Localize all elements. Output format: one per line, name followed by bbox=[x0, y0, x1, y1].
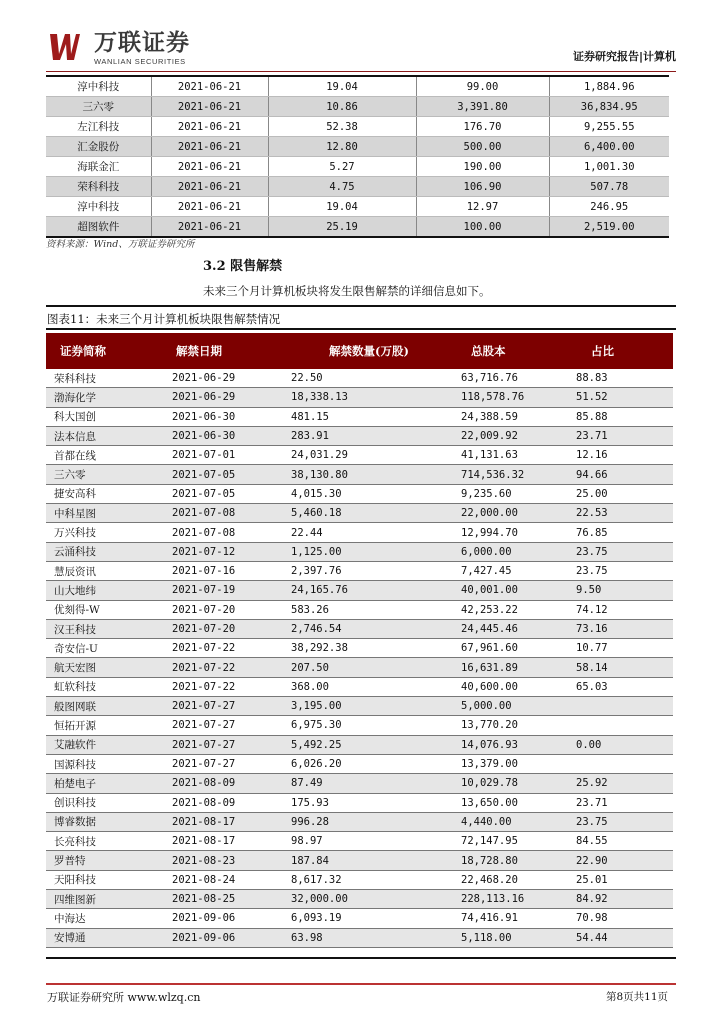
table-cell: 渤海化学 bbox=[46, 388, 156, 407]
table-cell: 5,000.00 bbox=[461, 697, 576, 716]
table-cell: 996.28 bbox=[291, 812, 461, 831]
table-cell: 481.15 bbox=[291, 407, 461, 426]
table-row bbox=[46, 523, 673, 542]
table-row bbox=[46, 909, 673, 928]
table-cell: 12.80 bbox=[268, 137, 416, 157]
table-cell: 2021-07-05 bbox=[156, 465, 291, 484]
table-cell: 2021-07-12 bbox=[156, 542, 291, 561]
table-cell: 25.00 bbox=[576, 484, 673, 503]
table-cell: 714,536.32 bbox=[461, 465, 576, 484]
table-cell: 2021-07-20 bbox=[156, 600, 291, 619]
table-cell: 74,416.91 bbox=[461, 909, 576, 928]
table-cell: 12.97 bbox=[416, 197, 549, 217]
table-cell: 3,391.80 bbox=[416, 97, 549, 117]
table-cell: 12,994.70 bbox=[461, 523, 576, 542]
table-cell: 228,113.16 bbox=[461, 890, 576, 909]
table-cell: 科大国创 bbox=[46, 407, 156, 426]
footer-org-url: 万联证券研究所 www.wlzq.cn bbox=[47, 991, 201, 1004]
table-cell: 博睿数据 bbox=[46, 812, 156, 831]
table-cell: 荣科科技 bbox=[46, 177, 151, 197]
table-cell: 6,400.00 bbox=[549, 137, 669, 157]
table-row bbox=[46, 76, 669, 97]
table-row bbox=[46, 407, 673, 426]
table-cell: 中科星图 bbox=[46, 504, 156, 523]
table-row bbox=[46, 484, 673, 503]
table-cell: 7,427.45 bbox=[461, 561, 576, 580]
table-cell: 2021-06-21 bbox=[151, 197, 268, 217]
table-row bbox=[46, 581, 673, 600]
report-type-label: 证券研究报告|计算机 bbox=[572, 50, 676, 63]
table-cell: 首都在线 bbox=[46, 446, 156, 465]
table-cell: 奇安信-U bbox=[46, 639, 156, 658]
table-cell: 2021-08-23 bbox=[156, 851, 291, 870]
table-cell: 0.00 bbox=[576, 735, 673, 754]
table-cell: 4.75 bbox=[268, 177, 416, 197]
table-row bbox=[46, 735, 673, 754]
table-cell: 187.84 bbox=[291, 851, 461, 870]
table-cell: 4,440.00 bbox=[461, 812, 576, 831]
table-row bbox=[46, 97, 669, 117]
table-cell: 2021-06-30 bbox=[156, 426, 291, 445]
table-cell: 14,076.93 bbox=[461, 735, 576, 754]
table-cell: 2021-08-09 bbox=[156, 793, 291, 812]
table-cell: 优刻得-W bbox=[46, 600, 156, 619]
table-cell: 汇金股份 bbox=[46, 137, 151, 157]
table-cell: 左江科技 bbox=[46, 117, 151, 137]
wanlian-logo-icon bbox=[50, 32, 80, 62]
table-row bbox=[46, 465, 673, 484]
table-cell bbox=[576, 716, 673, 735]
table-cell: 6,000.00 bbox=[461, 542, 576, 561]
table-row bbox=[46, 832, 673, 851]
table-cell: 507.78 bbox=[549, 177, 669, 197]
table-row bbox=[46, 117, 669, 137]
column-header: 证券简称 bbox=[46, 333, 156, 369]
table-cell: 13,770.20 bbox=[461, 716, 576, 735]
table-cell: 超图软件 bbox=[46, 217, 151, 238]
table-cell: 1,125.00 bbox=[291, 542, 461, 561]
table-cell: 58.14 bbox=[576, 658, 673, 677]
table-cell: 2021-06-21 bbox=[151, 137, 268, 157]
table-cell: 22.53 bbox=[576, 504, 673, 523]
table-cell: 四维图新 bbox=[46, 890, 156, 909]
page-header bbox=[46, 30, 676, 70]
table-cell: 山大地纬 bbox=[46, 581, 156, 600]
table-row bbox=[46, 426, 673, 445]
table-cell: 42,253.22 bbox=[461, 600, 576, 619]
table-row bbox=[46, 542, 673, 561]
table-cell: 175.93 bbox=[291, 793, 461, 812]
table-row bbox=[46, 890, 673, 909]
section-title: 3.2 限售解禁 bbox=[203, 259, 283, 274]
table-cell: 云涌科技 bbox=[46, 542, 156, 561]
table-cell: 三六零 bbox=[46, 465, 156, 484]
footer-divider bbox=[46, 983, 676, 985]
table-row bbox=[46, 600, 673, 619]
table-cell: 40,001.00 bbox=[461, 581, 576, 600]
table-cell: 246.95 bbox=[549, 197, 669, 217]
table-cell: 2021-07-22 bbox=[156, 658, 291, 677]
unlock-table bbox=[46, 333, 673, 948]
table-cell: 12.16 bbox=[576, 446, 673, 465]
table-cell: 2021-06-21 bbox=[151, 97, 268, 117]
column-header: 占比 bbox=[576, 333, 673, 369]
stock-table-continued bbox=[46, 75, 669, 238]
table-cell: 118,578.76 bbox=[461, 388, 576, 407]
table-cell: 2021-07-27 bbox=[156, 716, 291, 735]
table-cell: 5.27 bbox=[268, 157, 416, 177]
table-cell: 2021-06-21 bbox=[151, 76, 268, 97]
section-paragraph: 未来三个月计算机板块将发生限售解禁的详细信息如下。 bbox=[203, 284, 491, 298]
figure-top-rule bbox=[46, 305, 676, 307]
table-cell: 23.75 bbox=[576, 561, 673, 580]
table-cell: 88.83 bbox=[576, 369, 673, 388]
table-cell: 般图网联 bbox=[46, 697, 156, 716]
table-row bbox=[46, 388, 673, 407]
table-cell: 1,001.30 bbox=[549, 157, 669, 177]
table-cell: 汉王科技 bbox=[46, 619, 156, 638]
table-cell: 航天宏图 bbox=[46, 658, 156, 677]
table-cell: 2,519.00 bbox=[549, 217, 669, 238]
table-cell: 恒拓开源 bbox=[46, 716, 156, 735]
table-cell: 100.00 bbox=[416, 217, 549, 238]
table-cell: 4,015.30 bbox=[291, 484, 461, 503]
table-cell: 99.00 bbox=[416, 76, 549, 97]
table-cell: 84.92 bbox=[576, 890, 673, 909]
table-cell: 22.50 bbox=[291, 369, 461, 388]
table-cell: 创识科技 bbox=[46, 793, 156, 812]
table-cell: 63,716.76 bbox=[461, 369, 576, 388]
table-cell: 2021-06-21 bbox=[151, 177, 268, 197]
table-cell: 淳中科技 bbox=[46, 197, 151, 217]
table-cell: 52.38 bbox=[268, 117, 416, 137]
logo-chinese-name: 万联证券 bbox=[94, 30, 190, 56]
table-cell: 国源科技 bbox=[46, 754, 156, 773]
table-cell: 2021-07-27 bbox=[156, 735, 291, 754]
table-row bbox=[46, 177, 669, 197]
table-row bbox=[46, 716, 673, 735]
table-cell: 38,130.80 bbox=[291, 465, 461, 484]
table-cell: 24,445.46 bbox=[461, 619, 576, 638]
table-cell: 19.04 bbox=[268, 197, 416, 217]
table-cell: 艾融软件 bbox=[46, 735, 156, 754]
page-number: 第8页共11页 bbox=[605, 991, 668, 1003]
table-cell: 73.16 bbox=[576, 619, 673, 638]
table-cell: 5,492.25 bbox=[291, 735, 461, 754]
table-row bbox=[46, 754, 673, 773]
table-cell: 40,600.00 bbox=[461, 677, 576, 696]
table-cell: 18,728.80 bbox=[461, 851, 576, 870]
table-cell: 2021-06-30 bbox=[156, 407, 291, 426]
table-row bbox=[46, 928, 673, 947]
table-cell: 中海达 bbox=[46, 909, 156, 928]
table-cell: 13,379.00 bbox=[461, 754, 576, 773]
table-cell: 85.88 bbox=[576, 407, 673, 426]
table-cell: 23.75 bbox=[576, 812, 673, 831]
table-cell: 6,975.30 bbox=[291, 716, 461, 735]
table-cell: 72,147.95 bbox=[461, 832, 576, 851]
table-cell: 2021-06-21 bbox=[151, 157, 268, 177]
table-row bbox=[46, 870, 673, 889]
table-cell: 2021-07-22 bbox=[156, 677, 291, 696]
table-cell bbox=[576, 697, 673, 716]
table-cell: 法本信息 bbox=[46, 426, 156, 445]
table-cell: 9,235.60 bbox=[461, 484, 576, 503]
table-cell: 23.75 bbox=[576, 542, 673, 561]
table-cell: 10.77 bbox=[576, 639, 673, 658]
table-row bbox=[46, 619, 673, 638]
table-cell: 207.50 bbox=[291, 658, 461, 677]
table-cell: 283.91 bbox=[291, 426, 461, 445]
source-note: 资料来源：Wind、万联证券研究所 bbox=[46, 239, 195, 250]
table-cell: 41,131.63 bbox=[461, 446, 576, 465]
table-cell: 2021-07-01 bbox=[156, 446, 291, 465]
table-cell: 67,961.60 bbox=[461, 639, 576, 658]
header-divider bbox=[46, 71, 676, 72]
table-row bbox=[46, 793, 673, 812]
table-cell: 54.44 bbox=[576, 928, 673, 947]
table-cell: 84.55 bbox=[576, 832, 673, 851]
table-cell: 74.12 bbox=[576, 600, 673, 619]
table-cell: 海联金汇 bbox=[46, 157, 151, 177]
table-row bbox=[46, 658, 673, 677]
table-cell: 慧辰资讯 bbox=[46, 561, 156, 580]
table-cell: 6,093.19 bbox=[291, 909, 461, 928]
table-cell: 天阳科技 bbox=[46, 870, 156, 889]
table-row bbox=[46, 639, 673, 658]
table-row bbox=[46, 137, 669, 157]
logo-english-name: WANLIAN SECURITIES bbox=[94, 57, 186, 66]
table-cell: 2021-07-22 bbox=[156, 639, 291, 658]
table-cell: 5,460.18 bbox=[291, 504, 461, 523]
table-cell: 三六零 bbox=[46, 97, 151, 117]
table-cell: 24,165.76 bbox=[291, 581, 461, 600]
table-cell: 2,397.76 bbox=[291, 561, 461, 580]
table-row bbox=[46, 697, 673, 716]
table-cell: 10.86 bbox=[268, 97, 416, 117]
table-cell: 22,468.20 bbox=[461, 870, 576, 889]
table-cell: 2021-08-09 bbox=[156, 774, 291, 793]
table-row bbox=[46, 774, 673, 793]
table-cell: 22.90 bbox=[576, 851, 673, 870]
table-cell: 98.97 bbox=[291, 832, 461, 851]
table-cell: 23.71 bbox=[576, 793, 673, 812]
table-row bbox=[46, 157, 669, 177]
table-row bbox=[46, 561, 673, 580]
table-cell: 5,118.00 bbox=[461, 928, 576, 947]
table-cell: 106.90 bbox=[416, 177, 549, 197]
table-cell: 荣科科技 bbox=[46, 369, 156, 388]
table-cell: 2021-06-21 bbox=[151, 117, 268, 137]
table-cell: 捷安高科 bbox=[46, 484, 156, 503]
table-cell: 32,000.00 bbox=[291, 890, 461, 909]
table-cell: 长亮科技 bbox=[46, 832, 156, 851]
table-row bbox=[46, 504, 673, 523]
table-row bbox=[46, 677, 673, 696]
table-row bbox=[46, 851, 673, 870]
table-cell: 虹软科技 bbox=[46, 677, 156, 696]
table-cell: 9,255.55 bbox=[549, 117, 669, 137]
table-cell: 1,884.96 bbox=[549, 76, 669, 97]
table-cell: 16,631.89 bbox=[461, 658, 576, 677]
table-cell: 2021-07-19 bbox=[156, 581, 291, 600]
table-cell: 安博通 bbox=[46, 928, 156, 947]
table-cell: 2021-07-27 bbox=[156, 754, 291, 773]
table-cell: 368.00 bbox=[291, 677, 461, 696]
table-row bbox=[46, 217, 669, 238]
column-header: 解禁数量(万股) bbox=[291, 333, 461, 369]
table-cell: 2021-06-29 bbox=[156, 369, 291, 388]
column-header: 解禁日期 bbox=[156, 333, 291, 369]
table-cell: 38,292.38 bbox=[291, 639, 461, 658]
table-cell: 24,031.29 bbox=[291, 446, 461, 465]
table-row bbox=[46, 369, 673, 388]
table-row bbox=[46, 446, 673, 465]
column-header: 总股本 bbox=[461, 333, 576, 369]
table-cell: 65.03 bbox=[576, 677, 673, 696]
table-cell bbox=[576, 754, 673, 773]
table-cell: 8,617.32 bbox=[291, 870, 461, 889]
figure-caption-rule bbox=[46, 328, 676, 330]
table-cell: 3,195.00 bbox=[291, 697, 461, 716]
table-cell: 罗普特 bbox=[46, 851, 156, 870]
table-cell: 94.66 bbox=[576, 465, 673, 484]
table-header-row bbox=[46, 333, 673, 369]
table-cell: 2021-08-25 bbox=[156, 890, 291, 909]
table-cell: 87.49 bbox=[291, 774, 461, 793]
table-cell: 2021-08-17 bbox=[156, 812, 291, 831]
table-cell: 583.26 bbox=[291, 600, 461, 619]
table-cell: 2021-06-29 bbox=[156, 388, 291, 407]
table-cell: 18,338.13 bbox=[291, 388, 461, 407]
table-cell: 9.50 bbox=[576, 581, 673, 600]
table-cell: 6,026.20 bbox=[291, 754, 461, 773]
table-cell: 19.04 bbox=[268, 76, 416, 97]
table-cell: 2021-07-08 bbox=[156, 504, 291, 523]
table-cell: 柏楚电子 bbox=[46, 774, 156, 793]
table-cell: 2021-07-16 bbox=[156, 561, 291, 580]
table-cell: 2021-07-08 bbox=[156, 523, 291, 542]
table-cell: 2021-06-21 bbox=[151, 217, 268, 238]
table-cell: 25.01 bbox=[576, 870, 673, 889]
table-cell: 2021-07-27 bbox=[156, 697, 291, 716]
table-cell: 36,834.95 bbox=[549, 97, 669, 117]
table-cell: 51.52 bbox=[576, 388, 673, 407]
table-cell: 淳中科技 bbox=[46, 76, 151, 97]
table-cell: 13,650.00 bbox=[461, 793, 576, 812]
table-cell: 190.00 bbox=[416, 157, 549, 177]
table-cell: 22.44 bbox=[291, 523, 461, 542]
table-row bbox=[46, 197, 669, 217]
table-cell: 500.00 bbox=[416, 137, 549, 157]
table-cell: 2021-09-06 bbox=[156, 909, 291, 928]
table-cell: 2021-09-06 bbox=[156, 928, 291, 947]
table-cell: 25.92 bbox=[576, 774, 673, 793]
table-cell: 22,000.00 bbox=[461, 504, 576, 523]
figure-caption: 图表11：未来三个月计算机板块限售解禁情况 bbox=[47, 312, 281, 326]
table-cell: 2021-08-24 bbox=[156, 870, 291, 889]
table-cell: 76.85 bbox=[576, 523, 673, 542]
table-cell: 25.19 bbox=[268, 217, 416, 238]
table-cell: 176.70 bbox=[416, 117, 549, 137]
table-cell: 63.98 bbox=[291, 928, 461, 947]
table-cell: 70.98 bbox=[576, 909, 673, 928]
table-bottom-rule bbox=[46, 957, 676, 959]
table-cell: 10,029.78 bbox=[461, 774, 576, 793]
table-row bbox=[46, 812, 673, 831]
table-cell: 2021-07-20 bbox=[156, 619, 291, 638]
table-cell: 22,009.92 bbox=[461, 426, 576, 445]
table-cell: 2021-08-17 bbox=[156, 832, 291, 851]
table-cell: 2021-07-05 bbox=[156, 484, 291, 503]
table-cell: 24,388.59 bbox=[461, 407, 576, 426]
table-cell: 2,746.54 bbox=[291, 619, 461, 638]
table-cell: 23.71 bbox=[576, 426, 673, 445]
table-cell: 万兴科技 bbox=[46, 523, 156, 542]
